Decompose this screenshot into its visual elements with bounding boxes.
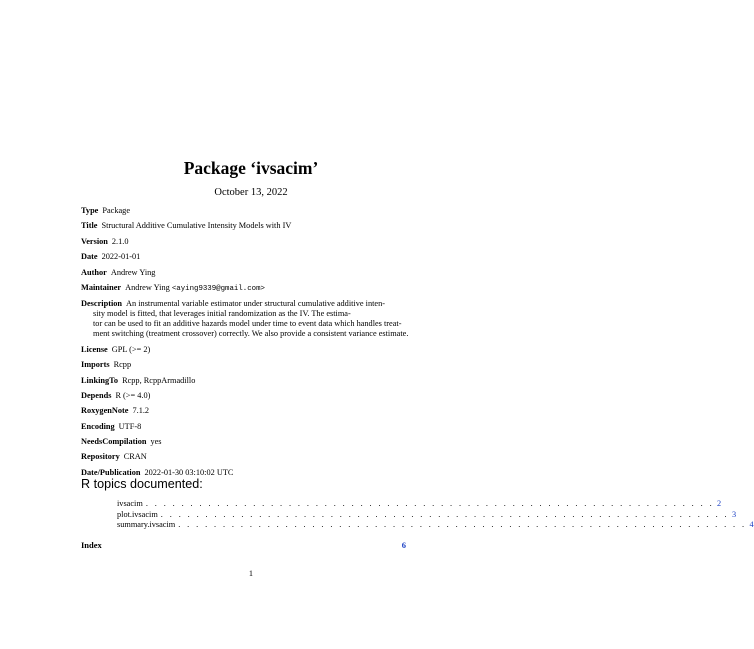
field-needscompilation [81,437,421,447]
description-line: sity model is fitted, that leverages initial randomization as the IV. The estima- [93,309,351,319]
toc-heading: R topics documented: [81,477,203,491]
field-value: R (>= 4.0) [115,390,151,400]
description-line: ment switching (treatment crossover) correctly. We also provide a consistent variance estimate. [93,329,409,339]
package-title: Package ‘ivsacim’ [183,158,319,178]
field-title [81,221,421,231]
field-imports [81,360,421,370]
field-key: Imports [81,360,110,370]
toc-page-link[interactable]: 3 [732,509,737,519]
field-depends [81,391,421,401]
index-page-link[interactable]: 6 [401,540,406,550]
toc-page-link[interactable]: 2 [717,499,722,508]
field-linkingto [81,376,421,386]
field-value: Package [102,206,131,215]
field-key: RoxygenNote [81,406,129,416]
field-value: CRAN [123,452,147,462]
field-key: Author [81,267,107,277]
field-value: Andrew Ying [110,267,156,277]
toc-item-link[interactable]: plot.ivsacim [117,509,158,519]
field-version [81,237,421,247]
field-key: Repository [81,452,120,462]
package-fields [81,206,421,483]
field-value: UTF-8 [118,421,142,431]
field-value: 7.1.2 [132,406,150,416]
field-key: LinkingTo [81,375,119,385]
field-encoding [81,422,421,432]
field-key: Version [81,236,108,246]
index-link[interactable]: Index [81,540,102,550]
field-maintainer [81,283,421,294]
field-value: 2.1.0 [111,236,129,246]
field-roxygennote [81,406,421,416]
field-key: Maintainer [81,282,122,292]
description-line: An instrumental variable estimator under structural cumulative additive inten- [126,299,385,309]
field-value: 2022-01-01 [101,252,141,262]
toc-leader: . . . . . . . . . . . . . . . . . . . . . . . . . . . . . . . . . . . . . . . . . . . . . . . . . . . . . . . . . . . . . . . . [160,509,730,519]
field-description [81,299,421,339]
field-value: yes [150,437,162,447]
page-number: 1 [248,569,254,578]
field-value: Andrew Ying [125,282,170,292]
field-value: Rcpp, RcppArmadillo [122,375,196,385]
field-value: Rcpp [113,360,132,370]
field-key: Type [81,206,99,215]
table-of-contents [117,499,754,531]
field-author [81,268,421,278]
description-line: tor can be used to fit an additive hazards model under time to event data which handles treat- [93,319,402,329]
toc-page-link[interactable]: 4 [749,520,754,530]
field-date [81,252,421,262]
field-key: Date/Publication [81,467,141,477]
toc-item-ivsacim[interactable] [117,499,722,510]
field-value: Structural Additive Cumulative Intensity Models with IV [101,221,292,231]
field-key: Title [81,221,98,231]
toc-leader: . . . . . . . . . . . . . . . . . . . . . . . . . . . . . . . . . . . . . . . . . . . . . . . . . . . . . . . . . . . . . . . . [145,499,715,508]
maintainer-email: <aying9339@gmail.com> [171,284,265,293]
field-license [81,345,421,355]
field-value: 2022-01-30 03:10:02 UTC [144,467,234,477]
publication-date: October 13, 2022 [214,187,288,198]
toc-item-link[interactable]: summary.ivsacim [117,520,176,530]
field-value: GPL (>= 2) [111,344,151,354]
field-type [81,206,421,216]
field-key: Depends [81,390,112,400]
toc-item-summary-ivsacim[interactable] [117,520,754,531]
toc-index[interactable] [81,540,406,550]
field-key: Description [81,299,123,309]
field-key: Date [81,252,98,262]
field-key: Encoding [81,421,115,431]
toc-item-link[interactable]: ivsacim [117,499,143,508]
field-key: License [81,344,108,354]
field-key: NeedsCompilation [81,437,147,447]
toc-leader: . . . . . . . . . . . . . . . . . . . . . . . . . . . . . . . . . . . . . . . . . . . . . . . . . . . . . . . . . . . . . . . . [178,520,747,530]
toc-item-plot-ivsacim[interactable] [117,509,737,521]
field-repository [81,452,421,462]
